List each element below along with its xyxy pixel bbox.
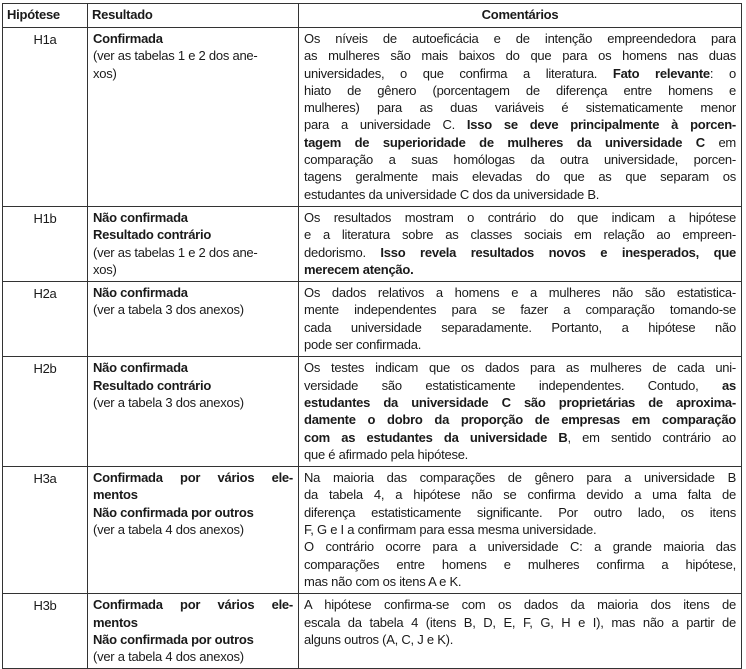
- result-text: (ver a tabela 3 dos anexos): [93, 302, 244, 318]
- comment-line: [304, 47, 736, 64]
- hypothesis-results-table: [2, 3, 742, 669]
- comment-bold-text: tagem de superioridade de mulheres da universidade C: [304, 134, 705, 150]
- comment-line: [304, 65, 736, 82]
- result-cell: [88, 282, 299, 357]
- table-row: [3, 28, 742, 207]
- table-body: [3, 28, 742, 669]
- comment-text: tagens geralmente mais elevadas do que as que separam os: [304, 169, 736, 185]
- result-bold-text: Não confirmada por outros: [93, 631, 254, 647]
- comment-text: mas não com os itens A e K.: [304, 573, 462, 589]
- comment-line: [304, 151, 736, 168]
- comment-line: [304, 538, 736, 555]
- comment-text: da tabela 4, a hipótese não se confirma devido a uma falta de: [304, 487, 736, 503]
- comment-bold-text: Isso revela resultados novos e inesperados, que: [380, 244, 736, 260]
- comment-text: mulheres) para as duas variáveis é sistematicamente menor: [304, 100, 736, 116]
- comment-text: para a universidade C.: [304, 117, 467, 133]
- table-header-row: [3, 4, 742, 28]
- comment-line: [304, 209, 736, 226]
- comment-text: escala da tabela 4 (itens B, D, E, F, G, H e I), mas não a partir de: [304, 614, 736, 630]
- comment-cell: [299, 206, 742, 281]
- comment-text: e a literatura sobre as classes sociais em relação ao empreen-: [304, 227, 736, 243]
- comment-cell: [299, 594, 742, 669]
- comment-text: Os níveis de autoeficácia e de intenção empreendedora para: [304, 31, 736, 46]
- header-resultado: Resultado: [88, 4, 299, 28]
- comment-bold-text: com as estudantes da universidade B: [304, 429, 568, 445]
- result-line: [93, 521, 293, 538]
- comment-text: Os resultados mostram o contrário do que indicam a hipótese: [304, 209, 736, 225]
- result-line: [93, 504, 293, 521]
- comment-line: [304, 99, 736, 116]
- comment-line: [304, 631, 736, 648]
- comment-line: [304, 30, 736, 47]
- result-bold-text: Confirmada: [93, 31, 163, 46]
- comment-text: Os dados relativos a homens e a mulheres não são estatistica-: [304, 285, 736, 301]
- comment-text: pode ser confirmada.: [304, 337, 422, 353]
- comment-cell: [299, 282, 742, 357]
- comment-line: [304, 486, 736, 503]
- comment-text: universidades, o que confirma a literatura.: [304, 65, 613, 81]
- result-cell: [88, 357, 299, 467]
- result-bold-text: Confirmada por vários ele-: [93, 470, 293, 486]
- comment-line: [304, 168, 736, 185]
- comment-line: [304, 446, 736, 463]
- comment-text: : o: [709, 65, 736, 81]
- result-bold-text: Não confirmada: [93, 209, 188, 225]
- comment-line: [304, 394, 736, 411]
- hypothesis-id-cell: H2a: [3, 282, 88, 357]
- comment-cell: [299, 357, 742, 467]
- comment-text: mente independentes para se fazer a comparação tomando-se: [304, 302, 736, 318]
- comment-bold-text: Fato relevante: [612, 65, 710, 81]
- comment-text: F, G e I a confirmam para essa mesma universidade.: [304, 522, 597, 538]
- result-cell: [88, 467, 299, 594]
- comment-text: alguns outros (A, C, J e K).: [304, 631, 454, 647]
- result-bold-text: Não confirmada: [93, 285, 188, 301]
- comment-line: [304, 82, 736, 99]
- comment-bold-text: as: [722, 377, 736, 393]
- result-text: (ver a tabela 4 dos anexos): [93, 649, 244, 665]
- comment-line: [304, 336, 736, 353]
- result-bold-text: Resultado contrário: [93, 377, 212, 393]
- comment-line: [304, 429, 736, 446]
- result-cell: [88, 28, 299, 207]
- comment-line: [304, 301, 736, 318]
- result-line: [93, 631, 293, 648]
- table-row: [3, 206, 742, 281]
- comment-line: [304, 556, 736, 573]
- comment-line: [304, 319, 736, 336]
- result-text: (ver as tabelas 1 e 2 dos ane-: [93, 48, 258, 64]
- result-cell: [88, 594, 299, 669]
- comment-line: [304, 596, 736, 613]
- comment-text: A hipótese confirma-se com os dados da maioria dos itens de: [304, 597, 736, 613]
- hypothesis-id-cell: H1b: [3, 206, 88, 281]
- result-text: (ver a tabela 4 dos anexos): [93, 522, 244, 538]
- hypothesis-id-cell: H3b: [3, 594, 88, 669]
- comment-line: [304, 244, 736, 261]
- hypothesis-id-cell: H2b: [3, 357, 88, 467]
- comment-text: hiato de gênero (porcentagem de diferença entre homens e: [304, 82, 736, 98]
- comment-text: , em sentido contrário ao: [567, 429, 736, 445]
- comment-line: [304, 504, 736, 521]
- comment-bold-text: merecem atenção.: [304, 261, 414, 277]
- result-line: [93, 47, 293, 64]
- result-line: [93, 614, 293, 631]
- result-line: [93, 226, 293, 243]
- result-line: [93, 648, 293, 665]
- comment-line: [304, 469, 736, 486]
- result-text: (ver as tabelas 1 e 2 dos ane-: [93, 244, 258, 260]
- comment-line: [304, 377, 736, 394]
- result-line: [93, 596, 293, 613]
- result-line: [93, 209, 293, 226]
- result-bold-text: Resultado contrário: [93, 227, 212, 243]
- comment-line: [304, 284, 736, 301]
- result-bold-text: Confirmada por vários ele-: [93, 597, 293, 613]
- result-line: [93, 30, 293, 47]
- comment-text: Na maioria das comparações de gênero para a universidade B: [304, 470, 736, 486]
- comment-text: versidade são estatisticamente independentes. Contudo,: [304, 377, 723, 393]
- hypothesis-id-cell: H1a: [3, 28, 88, 207]
- hypothesis-id-cell: H3a: [3, 467, 88, 594]
- comment-text: Os testes indicam que os dados para as mulheres de cada uni-: [304, 360, 736, 376]
- result-text: xos): [93, 261, 117, 277]
- result-line: [93, 377, 293, 394]
- comment-text: O contrário ocorre para a universidade C: a grande maioria das: [304, 539, 736, 555]
- comment-text: estudantes da universidade C dos da universidade B.: [304, 186, 600, 202]
- result-cell: [88, 206, 299, 281]
- comment-line: [304, 411, 736, 428]
- result-line: [93, 394, 293, 411]
- comment-line: [304, 614, 736, 631]
- comment-bold-text: Isso se deve principalmente à porcen-: [466, 117, 736, 133]
- result-line: [93, 284, 293, 301]
- comment-text: as mulheres são mais baixos do que para os homens nas duas: [304, 48, 736, 64]
- result-bold-text: mentos: [93, 614, 138, 630]
- header-hipotese: Hipótese: [3, 4, 88, 28]
- comment-text: comparação a suas homólogas da outra universidade, porcen-: [304, 152, 736, 168]
- result-line: [93, 301, 293, 318]
- comment-cell: [299, 28, 742, 207]
- comment-line: [304, 226, 736, 243]
- result-text: xos): [93, 65, 117, 81]
- comment-line: [304, 573, 736, 590]
- result-line: [93, 359, 293, 376]
- table-row: [3, 467, 742, 594]
- table-row: [3, 357, 742, 467]
- comment-line: [304, 359, 736, 376]
- result-line: [93, 65, 293, 82]
- result-bold-text: Não confirmada: [93, 360, 188, 376]
- comment-text: dedorismo.: [304, 244, 381, 260]
- comment-text: cada universidade separadamente. Portanto, a hipótese não: [304, 319, 736, 335]
- comment-line: [304, 261, 736, 278]
- result-text: (ver a tabela 3 dos anexos): [93, 394, 244, 410]
- result-line: [93, 261, 293, 278]
- comment-line: [304, 521, 736, 538]
- result-line: [93, 244, 293, 261]
- comment-text: comparações entre homens e mulheres confirma a hipótese,: [304, 556, 736, 572]
- table-row: [3, 282, 742, 357]
- result-bold-text: mentos: [93, 487, 138, 503]
- result-line: [93, 469, 293, 486]
- table-row: [3, 594, 742, 669]
- header-comentarios: Comentários: [299, 4, 742, 28]
- comment-bold-text: estudantes da universidade C são proprietárias de aproxima-: [304, 394, 736, 410]
- result-bold-text: Não confirmada por outros: [93, 504, 254, 520]
- comment-line: [304, 134, 736, 151]
- comment-text: diferença estatisticamente significante. Por outro lado, os itens: [304, 504, 736, 520]
- comment-cell: [299, 467, 742, 594]
- comment-line: [304, 186, 736, 203]
- comment-line: [304, 116, 736, 133]
- comment-bold-text: damente o dobro da proporção de empresas em comparação: [304, 412, 736, 428]
- result-line: [93, 486, 293, 503]
- comment-text: em: [704, 134, 736, 150]
- comment-text: que é afirmado pela hipótese.: [304, 446, 469, 462]
